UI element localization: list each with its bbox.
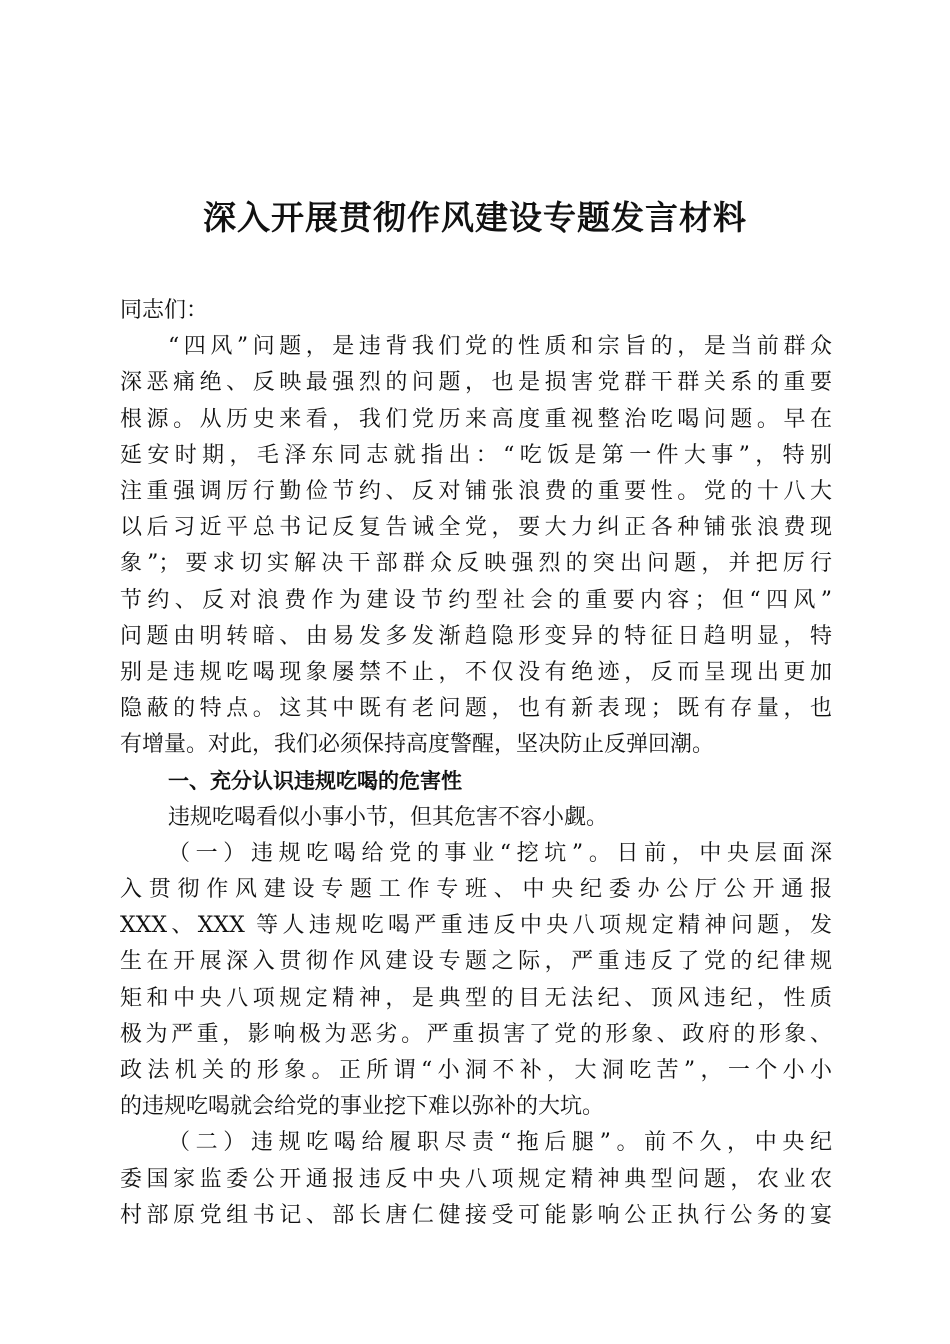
paragraph-line: 生在开展深入贯彻作风建设专题之际，严重违反了党的纪律规 [120,949,832,975]
paragraph-line: 问题由明转暗、由易发多发渐趋隐形变异的特征日趋明显，特 [120,623,832,649]
document-body [120,293,832,1234]
subsection-line: （二）违规吃喝给履职尽责“拖后腿”。前不久，中央纪 [168,1130,832,1156]
paragraph-line: 违规吃喝看似小事小节，但其危害不容小觑。 [168,804,609,830]
section-heading: 一、充分认识违规吃喝的危害性 [168,769,462,794]
paragraph-line: 根源。从历史来看，我们党历来高度重视整治吃喝问题。早在 [120,406,832,432]
paragraph-line: 节约、反对浪费作为建设节约型社会的重要内容；但“四风” [120,587,832,613]
paragraph-line: 象”；要求切实解决干部群众反映强烈的突出问题，并把厉行 [120,551,832,577]
paragraph-line: 深恶痛绝、反映最强烈的问题，也是损害党群干群关系的重要 [120,370,832,396]
paragraph-line: XXX、XXX 等人违规吃喝严重违反中央八项规定精神问题，发 [120,913,832,939]
paragraph-line: 矩和中央八项规定精神，是典型的目无法纪、顶风违纪，性质 [120,985,832,1011]
salutation-line: 同志们： [120,298,209,323]
paragraph-line: 隐蔽的特点。这其中既有老问题，也有新表现；既有存量，也 [120,696,832,722]
paragraph-line: 极为严重，影响极为恶劣。严重损害了党的形象、政府的形象、 [120,1021,832,1047]
paragraph-line: 以后习近平总书记反复告诫全党，要大力纠正各种铺张浪费现 [120,515,832,541]
paragraph-line: 别是违规吃喝现象屡禁不止，不仅没有绝迹，反而呈现出更加 [120,659,832,685]
paragraph-line: 入贯彻作风建设专题工作专班、中央纪委办公厅公开通报 [120,877,832,902]
paragraph-line: 村部原党组书记、部长唐仁健接受可能影响公正执行公务的宴 [120,1202,832,1228]
document-title: 深入开展贯彻作风建设专题发言材料 [203,198,747,237]
subsection-line: （一）违规吃喝给党的事业“挖坑”。日前，中央层面深 [168,840,832,866]
paragraph-line: 政法机关的形象。正所谓“小洞不补，大洞吃苦”，一个小小 [120,1057,832,1083]
paragraph-line: 有增量。对此，我们必须保持高度警醒，坚决防止反弹回潮。 [120,732,715,758]
paragraph-line: “四风”问题，是违背我们党的性质和宗旨的，是当前群众 [168,334,832,360]
paragraph-line: 委国家监委公开通报违反中央八项规定精神典型问题，农业农 [120,1166,832,1192]
paragraph-line: 延安时期，毛泽东同志就指出：“吃饭是第一件大事”，特别 [120,442,832,468]
paragraph-line: 注重强调厉行勤俭节约、反对铺张浪费的重要性。党的十八大 [120,478,832,504]
paragraph-line: 的违规吃喝就会给党的事业挖下难以弥补的大坑。 [120,1094,605,1120]
